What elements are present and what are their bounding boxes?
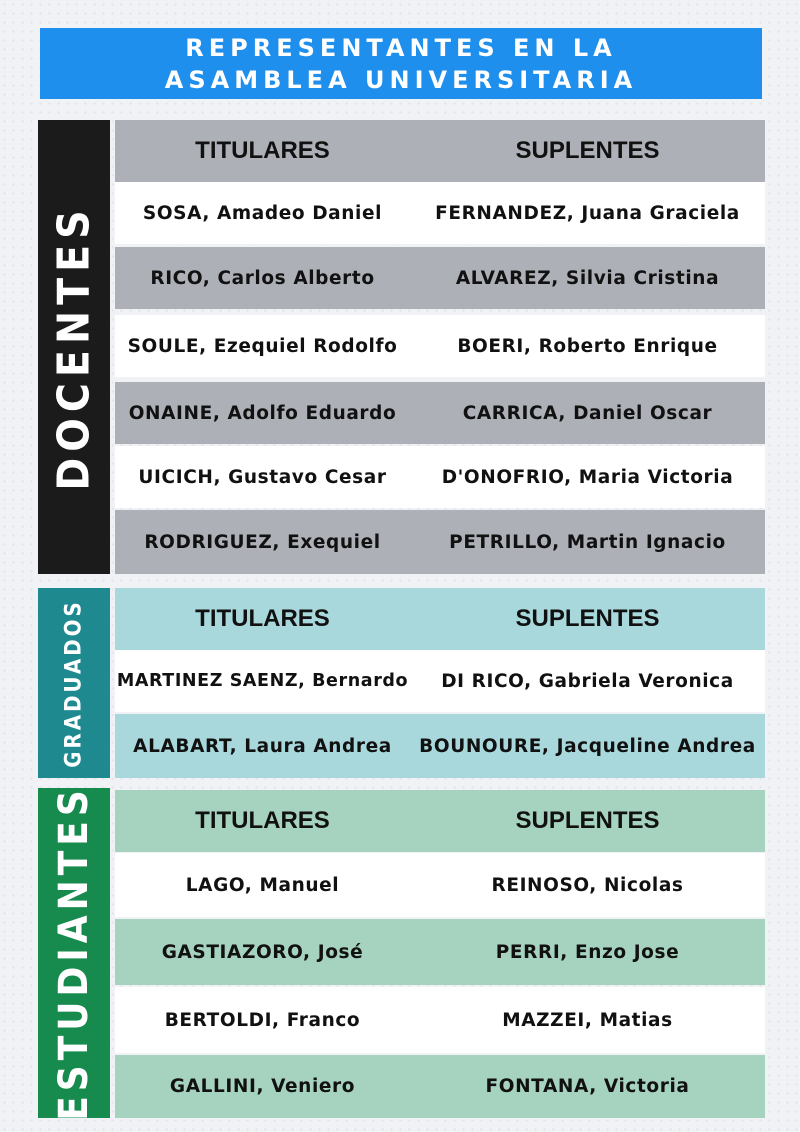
column-header-suplentes: SUPLENTES bbox=[515, 137, 660, 164]
table-row bbox=[115, 1055, 765, 1118]
suplente-cell: D'ONOFRIO, Maria Victoria bbox=[441, 466, 734, 488]
titular-cell: GASTIAZORO, José bbox=[161, 941, 364, 963]
table-row bbox=[115, 382, 765, 444]
titular-cell: SOSA, Amadeo Daniel bbox=[142, 202, 383, 224]
suplente-cell: REINOSO, Nicolas bbox=[491, 874, 684, 896]
suplente-cell: DI RICO, Gabriela Veronica bbox=[441, 670, 734, 692]
table-row bbox=[115, 919, 765, 985]
estudiantes-section-label bbox=[38, 785, 110, 1121]
titular-cell: RICO, Carlos Alberto bbox=[150, 267, 375, 289]
docentes-section-label bbox=[38, 120, 110, 574]
table-row bbox=[115, 315, 765, 377]
titular-cell: BERTOLDI, Franco bbox=[164, 1009, 361, 1031]
page-title-line-2: ASAMBLEA UNIVERSITARIA bbox=[164, 65, 638, 94]
graduados-section-label bbox=[38, 588, 110, 778]
suplente-cell: BOUNOURE, Jacqueline Andrea bbox=[419, 735, 756, 757]
table-row bbox=[115, 510, 765, 574]
suplente-cell: MAZZEI, Matias bbox=[502, 1009, 673, 1031]
titular-cell: MARTINEZ SAENZ, Bernardo bbox=[116, 671, 409, 691]
table-row bbox=[115, 446, 765, 508]
docentes-label: DOCENTES bbox=[48, 203, 100, 491]
suplente-cell: ALVAREZ, Silvia Cristina bbox=[455, 267, 720, 289]
page-title bbox=[40, 28, 762, 99]
table-row bbox=[115, 853, 765, 917]
estudiantes-label: ESTUDIANTES bbox=[51, 785, 98, 1121]
titular-cell: RODRIGUEZ, Exequiel bbox=[144, 531, 381, 553]
titular-cell: SOULE, Ezequiel Rodolfo bbox=[127, 335, 398, 357]
titular-cell: UICICH, Gustavo Cesar bbox=[138, 466, 387, 488]
suplente-cell: FERNANDEZ, Juana Graciela bbox=[435, 202, 740, 224]
suplente-cell: PETRILLO, Martin Ignacio bbox=[449, 531, 726, 553]
page-title-line-1: REPRESENTANTES EN LA bbox=[185, 33, 617, 62]
titular-cell: GALLINI, Veniero bbox=[169, 1076, 356, 1097]
suplente-cell: BOERI, Roberto Enrique bbox=[457, 335, 718, 357]
suplente-cell: FONTANA, Victoria bbox=[485, 1076, 690, 1097]
table-row bbox=[115, 714, 765, 778]
suplente-cell: PERRI, Enzo Jose bbox=[495, 941, 680, 963]
table-row bbox=[115, 247, 765, 309]
column-header-titulares: TITULARES bbox=[195, 807, 330, 834]
table-row bbox=[115, 182, 765, 244]
graduados-header-row bbox=[115, 588, 765, 650]
column-header-titulares: TITULARES bbox=[195, 605, 330, 632]
column-header-suplentes: SUPLENTES bbox=[515, 605, 660, 632]
estudiantes-header-row bbox=[115, 790, 765, 852]
docentes-header-row bbox=[115, 120, 765, 182]
column-header-titulares: TITULARES bbox=[195, 137, 330, 164]
column-header-suplentes: SUPLENTES bbox=[515, 807, 660, 834]
titular-cell: ONAINE, Adolfo Eduardo bbox=[128, 402, 397, 424]
titular-cell: ALABART, Laura Andrea bbox=[133, 735, 392, 757]
titular-cell: LAGO, Manuel bbox=[185, 874, 340, 896]
table-row bbox=[115, 650, 765, 712]
suplente-cell: CARRICA, Daniel Oscar bbox=[462, 402, 713, 424]
table-row bbox=[115, 987, 765, 1053]
graduados-label: GRADUADOS bbox=[61, 598, 87, 768]
